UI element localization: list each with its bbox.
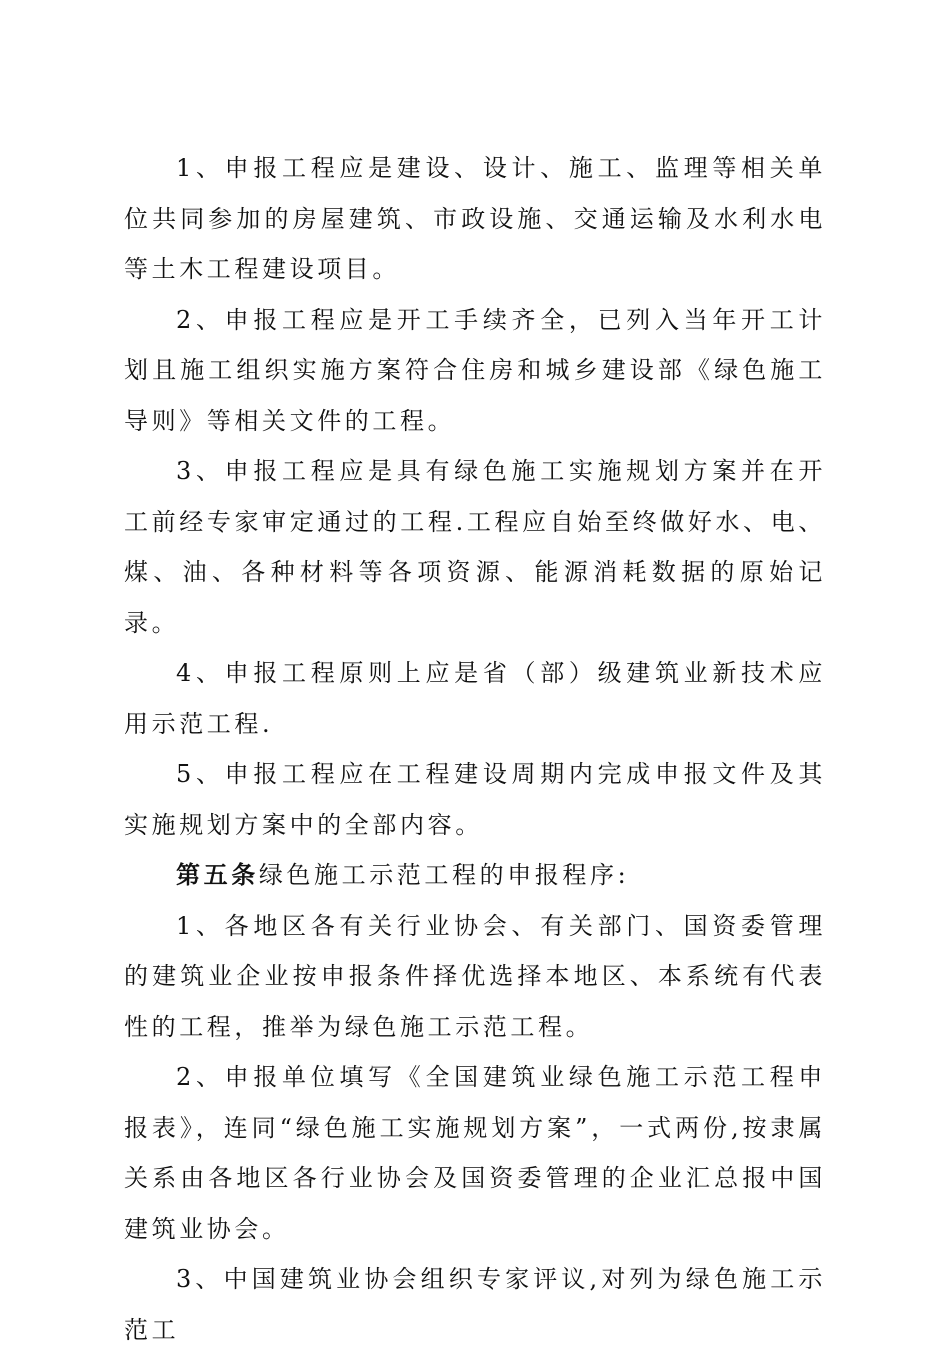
- paragraph-4-text: 4、申报工程原则上应是省（部）级建筑业新技术应用示范工程.: [124, 659, 826, 738]
- document-body: [124, 143, 826, 1355]
- paragraph-3: [124, 446, 826, 648]
- paragraph-3-text: 3、申报工程应是具有绿色施工实施规划方案并在开工前经专家审定通过的工程.工程应自始至终做好水、电、煤、油、各种材料等各项资源、能源消耗数据的原始记录。: [124, 457, 826, 637]
- paragraph-5: [124, 749, 826, 850]
- article-heading: [124, 850, 826, 901]
- paragraph-6-text: 1、各地区各有关行业协会、有关部门、国资委管理的建筑业企业按申报条件择优选择本地区、本系统有代表性的工程，推举为绿色施工示范工程。: [124, 911, 826, 1041]
- paragraph-1: [124, 143, 826, 295]
- paragraph-5-text: 5、申报工程应在工程建设周期内完成申报文件及其实施规划方案中的全部内容。: [124, 760, 826, 839]
- paragraph-2-text: 2、申报工程应是开工手续齐全，已列入当年开工计划且施工组织实施方案符合住房和城乡建设部《绿色施工导则》等相关文件的工程。: [124, 305, 826, 435]
- paragraph-1-text: 1、申报工程应是建设、设计、施工、监理等相关单位共同参加的房屋建筑、市政设施、交通运输及水利水电等土木工程建设项目。: [124, 154, 826, 283]
- paragraph-2: [124, 295, 826, 447]
- paragraph-8: [124, 1254, 826, 1355]
- paragraph-6: [124, 901, 826, 1053]
- article-heading-text: 绿色施工示范工程的申报程序:: [258, 861, 630, 889]
- article-number: 第五条: [176, 860, 259, 889]
- paragraph-4: [124, 648, 826, 749]
- paragraph-7-text: 2、申报单位填写《全国建筑业绿色施工示范工程申报表》，连同“绿色施工实施规划方案”，一式两份,按隶属关系由各地区各行业协会及国资委管理的企业汇总报中国建筑业协会。: [124, 1063, 826, 1243]
- paragraph-8-text: 3、中国建筑业协会组织专家评议,对列为绿色施工示范工: [124, 1265, 826, 1344]
- paragraph-7: [124, 1052, 826, 1254]
